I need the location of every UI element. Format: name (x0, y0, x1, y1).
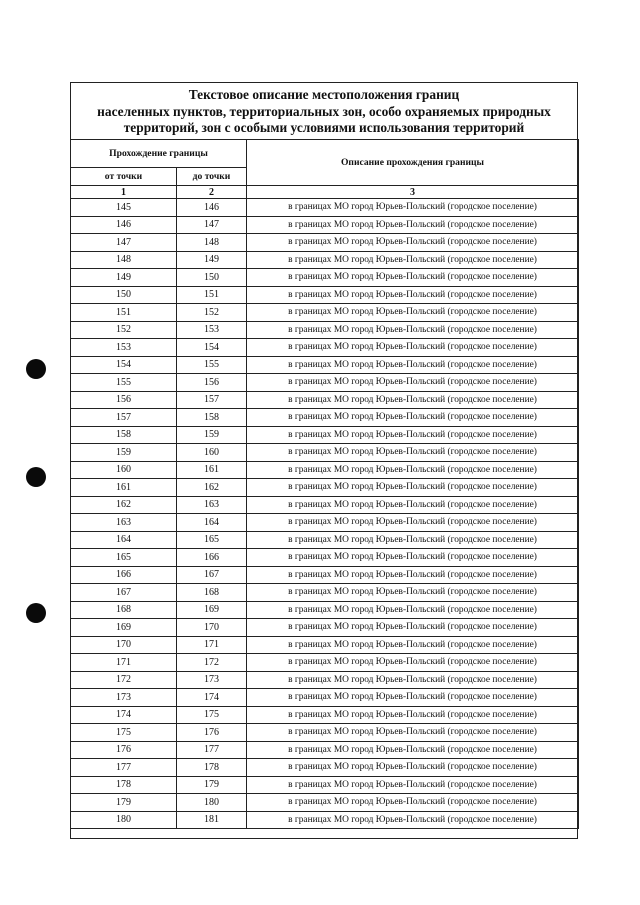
to-point-cell: 149 (177, 251, 247, 269)
from-point-cell: 145 (71, 199, 177, 217)
punch-hole (26, 603, 46, 623)
to-point-cell: 153 (177, 321, 247, 339)
description-cell: в границах МО город Юрьев-Польский (городское поселение) (247, 304, 579, 322)
description-cell: в границах МО город Юрьев-Польский (городское поселение) (247, 251, 579, 269)
to-point-cell: 148 (177, 234, 247, 252)
description-cell: в границах МО город Юрьев-Польский (городское поселение) (247, 514, 579, 532)
from-point-cell: 154 (71, 356, 177, 374)
punch-hole (26, 359, 46, 379)
to-point-cell: 158 (177, 409, 247, 427)
to-point-cell: 147 (177, 216, 247, 234)
table-row (71, 304, 579, 322)
column-number-3: 3 (247, 186, 579, 199)
description-cell: в границах МО город Юрьев-Польский (городское поселение) (247, 374, 579, 392)
from-point-cell: 169 (71, 619, 177, 637)
to-point-cell: 179 (177, 776, 247, 794)
to-point-cell: 150 (177, 269, 247, 287)
to-point-cell: 151 (177, 286, 247, 304)
to-point-cell: 156 (177, 374, 247, 392)
description-cell: в границах МО город Юрьев-Польский (городское поселение) (247, 409, 579, 427)
description-cell: в границах МО город Юрьев-Польский (городское поселение) (247, 794, 579, 812)
description-cell: в границах МО город Юрьев-Польский (городское поселение) (247, 759, 579, 777)
description-cell: в границах МО город Юрьев-Польский (городское поселение) (247, 689, 579, 707)
table-row (71, 286, 579, 304)
description-cell: в границах МО город Юрьев-Польский (городское поселение) (247, 356, 579, 374)
from-point-cell: 175 (71, 724, 177, 742)
table-row (71, 601, 579, 619)
from-point-cell: 156 (71, 391, 177, 409)
description-cell: в границах МО город Юрьев-Польский (городское поселение) (247, 444, 579, 462)
table-row (71, 671, 579, 689)
description-cell: в границах МО город Юрьев-Польский (городское поселение) (247, 724, 579, 742)
description-cell: в границах МО город Юрьев-Польский (городское поселение) (247, 234, 579, 252)
from-point-cell: 151 (71, 304, 177, 322)
table-row (71, 339, 579, 357)
table-row (71, 619, 579, 637)
to-point-cell: 146 (177, 199, 247, 217)
document-title (71, 83, 577, 139)
description-cell: в границах МО город Юрьев-Польский (городское поселение) (247, 549, 579, 567)
table-row (71, 391, 579, 409)
to-point-cell: 169 (177, 601, 247, 619)
table-row (71, 706, 579, 724)
description-cell: в границах МО город Юрьев-Польский (городское поселение) (247, 741, 579, 759)
table-row (71, 741, 579, 759)
from-point-cell: 153 (71, 339, 177, 357)
description-cell: в границах МО город Юрьев-Польский (городское поселение) (247, 619, 579, 637)
description-cell: в границах МО город Юрьев-Польский (городское поселение) (247, 199, 579, 217)
description-cell: в границах МО город Юрьев-Польский (городское поселение) (247, 269, 579, 287)
from-point-cell: 173 (71, 689, 177, 707)
description-cell: в границах МО город Юрьев-Польский (городское поселение) (247, 776, 579, 794)
to-point-cell: 164 (177, 514, 247, 532)
description-cell: в границах МО город Юрьев-Польский (городское поселение) (247, 339, 579, 357)
description-cell: в границах МО город Юрьев-Польский (городское поселение) (247, 496, 579, 514)
to-point-cell: 171 (177, 636, 247, 654)
description-cell: в границах МО город Юрьев-Польский (городское поселение) (247, 216, 579, 234)
description-cell: в границах МО город Юрьев-Польский (городское поселение) (247, 286, 579, 304)
table-row (71, 409, 579, 427)
table-row (71, 794, 579, 812)
table-row (71, 374, 579, 392)
from-point-cell: 167 (71, 584, 177, 602)
from-point-cell: 159 (71, 444, 177, 462)
to-point-cell: 162 (177, 479, 247, 497)
from-point-cell: 160 (71, 461, 177, 479)
from-point-cell: 148 (71, 251, 177, 269)
description-cell: в границах МО город Юрьев-Польский (городское поселение) (247, 566, 579, 584)
from-point-cell: 162 (71, 496, 177, 514)
description-cell: в границах МО город Юрьев-Польский (городское поселение) (247, 479, 579, 497)
from-point-cell: 157 (71, 409, 177, 427)
from-point-cell: 165 (71, 549, 177, 567)
from-point-cell: 164 (71, 531, 177, 549)
table-row (71, 776, 579, 794)
from-point-cell: 147 (71, 234, 177, 252)
title-line-3: территорий, зон с особыми условиями использования территорий (123, 120, 525, 135)
table-row (71, 654, 579, 672)
from-point-cell: 166 (71, 566, 177, 584)
table-row (71, 199, 579, 217)
description-cell: в границах МО город Юрьев-Польский (городское поселение) (247, 391, 579, 409)
from-point-cell: 150 (71, 286, 177, 304)
to-point-cell: 154 (177, 339, 247, 357)
to-point-cell: 170 (177, 619, 247, 637)
from-point-cell: 172 (71, 671, 177, 689)
table-row (71, 514, 579, 532)
header-description: Описание прохождения границы (247, 140, 579, 186)
column-number-1: 1 (71, 186, 177, 199)
from-point-cell: 180 (71, 811, 177, 829)
table-row (71, 461, 579, 479)
to-point-cell: 168 (177, 584, 247, 602)
to-point-cell: 166 (177, 549, 247, 567)
to-point-cell: 173 (177, 671, 247, 689)
to-point-cell: 163 (177, 496, 247, 514)
to-point-cell: 157 (177, 391, 247, 409)
table-row (71, 566, 579, 584)
table-row (71, 356, 579, 374)
from-point-cell: 149 (71, 269, 177, 287)
to-point-cell: 155 (177, 356, 247, 374)
from-point-cell: 152 (71, 321, 177, 339)
description-cell: в границах МО город Юрьев-Польский (городское поселение) (247, 531, 579, 549)
table-row (71, 549, 579, 567)
header-from-point: от точки (71, 168, 177, 186)
to-point-cell: 161 (177, 461, 247, 479)
description-cell: в границах МО город Юрьев-Польский (городское поселение) (247, 584, 579, 602)
table-row (71, 496, 579, 514)
table-row (71, 269, 579, 287)
boundary-table (70, 139, 579, 829)
to-point-cell: 165 (177, 531, 247, 549)
table-row (71, 584, 579, 602)
from-point-cell: 178 (71, 776, 177, 794)
description-cell: в границах МО город Юрьев-Польский (городское поселение) (247, 321, 579, 339)
from-point-cell: 146 (71, 216, 177, 234)
from-point-cell: 176 (71, 741, 177, 759)
header-to-point: до точки (177, 168, 247, 186)
to-point-cell: 174 (177, 689, 247, 707)
table-row (71, 759, 579, 777)
to-point-cell: 159 (177, 426, 247, 444)
table-row (71, 444, 579, 462)
from-point-cell: 174 (71, 706, 177, 724)
to-point-cell: 178 (177, 759, 247, 777)
to-point-cell: 152 (177, 304, 247, 322)
table-row (71, 811, 579, 829)
from-point-cell: 163 (71, 514, 177, 532)
from-point-cell: 170 (71, 636, 177, 654)
description-cell: в границах МО город Юрьев-Польский (городское поселение) (247, 671, 579, 689)
to-point-cell: 175 (177, 706, 247, 724)
from-point-cell: 168 (71, 601, 177, 619)
from-point-cell: 177 (71, 759, 177, 777)
from-point-cell: 171 (71, 654, 177, 672)
description-cell: в границах МО город Юрьев-Польский (городское поселение) (247, 654, 579, 672)
table-row (71, 689, 579, 707)
to-point-cell: 181 (177, 811, 247, 829)
to-point-cell: 160 (177, 444, 247, 462)
table-row (71, 479, 579, 497)
table-row (71, 234, 579, 252)
table-row (71, 426, 579, 444)
table-row (71, 321, 579, 339)
from-point-cell: 158 (71, 426, 177, 444)
description-cell: в границах МО город Юрьев-Польский (городское поселение) (247, 636, 579, 654)
to-point-cell: 180 (177, 794, 247, 812)
to-point-cell: 172 (177, 654, 247, 672)
description-cell: в границах МО город Юрьев-Польский (городское поселение) (247, 706, 579, 724)
punch-hole (26, 467, 46, 487)
title-line-1: Текстовое описание местоположения границ (188, 87, 460, 102)
description-cell: в границах МО город Юрьев-Польский (городское поселение) (247, 811, 579, 829)
table-row (71, 636, 579, 654)
to-point-cell: 167 (177, 566, 247, 584)
table-row (71, 216, 579, 234)
from-point-cell: 155 (71, 374, 177, 392)
table-row (71, 724, 579, 742)
from-point-cell: 161 (71, 479, 177, 497)
table-row (71, 251, 579, 269)
description-cell: в границах МО город Юрьев-Польский (городское поселение) (247, 601, 579, 619)
to-point-cell: 177 (177, 741, 247, 759)
description-cell: в границах МО город Юрьев-Польский (городское поселение) (247, 426, 579, 444)
to-point-cell: 176 (177, 724, 247, 742)
table-row (71, 531, 579, 549)
from-point-cell: 179 (71, 794, 177, 812)
description-cell: в границах МО город Юрьев-Польский (городское поселение) (247, 461, 579, 479)
column-number-2: 2 (177, 186, 247, 199)
title-line-2: населенных пунктов, территориальных зон, особо охраняемых природных (97, 103, 551, 119)
header-boundary-passage: Прохождение границы (71, 140, 247, 168)
